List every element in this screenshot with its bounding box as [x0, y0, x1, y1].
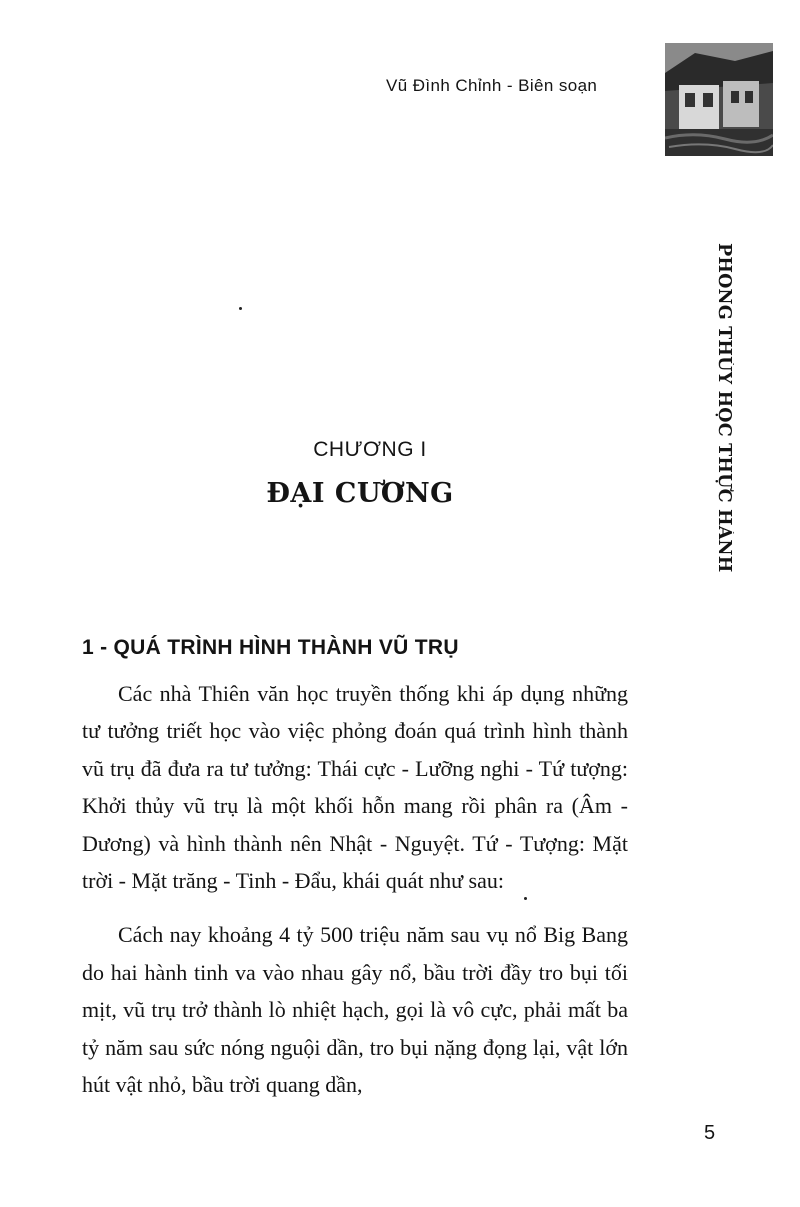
- chapter-label: CHƯƠNG I: [313, 438, 427, 461]
- scan-speck: [239, 307, 242, 310]
- corner-photo: [665, 43, 773, 156]
- running-side-title: PHONG THỦY HỌC THỰC HÀNH: [714, 243, 734, 573]
- section-heading: 1 - QUÁ TRÌNH HÌNH THÀNH VŨ TRỤ: [82, 636, 459, 659]
- paragraph: Các nhà Thiên văn học truyền thống khi áp dụng những tư tưởng triết học vào việc phỏng đoán quá trình hình thành vũ trụ đã đưa ra tư tưởng: Thái cực - Lưỡng nghi - Tứ tượng: Khởi thủy vũ trụ là một khối hỗn mang rồi phân ra (Âm - Dương) và hình thành nên Nhật - Nguyệt. Tứ - Tượng: Mặt trời - Mặt trăng - Tinh - Đẩu, khái quát như sau:: [82, 681, 628, 894]
- author-header: Vũ Đình Chỉnh - Biên soạn: [386, 76, 598, 95]
- chapter-title: ĐẠI CƯƠNG: [266, 478, 454, 509]
- house-illustration: [665, 43, 773, 156]
- scan-speck: [524, 897, 527, 900]
- page-number: 5: [704, 1122, 716, 1144]
- body-text: [82, 675, 628, 1103]
- paragraph: Cách nay khoảng 4 tỷ 500 triệu năm sau vụ nổ Big Bang do hai hành tinh va vào nhau gây nổ, bầu trời đầy tro bụi tối mịt, vũ trụ trở thành lò nhiệt hạch, gọi là vô cực, phải mất ba tỷ năm sau sức nóng nguội dần, tro bụi nặng đọng lại, vật lớn hút vật nhỏ, bầu trời quang dần,: [82, 922, 628, 1098]
